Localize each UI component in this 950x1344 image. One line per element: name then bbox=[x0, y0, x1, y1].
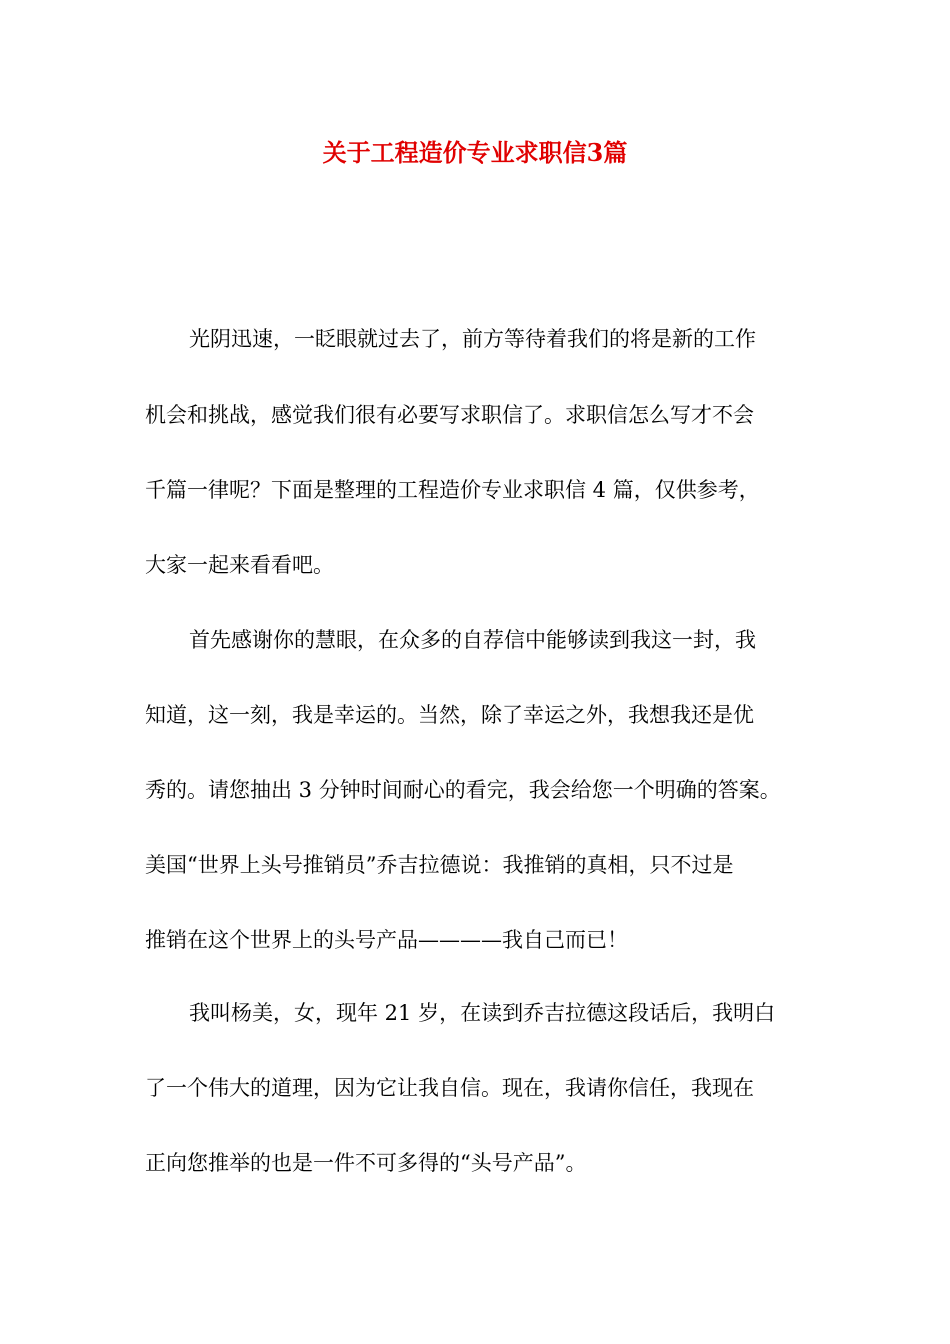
paragraph-2-line-5: 推销在这个世界上的头号产品————我自己而已！ bbox=[145, 928, 628, 952]
paragraph-1-line-1: 光阴迅速，一眨眼就过去了，前方等待着我们的将是新的工作 bbox=[189, 327, 756, 351]
document-title: 关于工程造价专业求职信3篇 bbox=[322, 138, 628, 167]
paragraph-1-line-2: 机会和挑战，感觉我们很有必要写求职信了。求职信怎么写才不会 bbox=[145, 403, 754, 427]
paragraph-2-line-1: 首先感谢你的慧眼，在众多的自荐信中能够读到我这一封，我 bbox=[189, 628, 756, 652]
paragraph-2-line-2: 知道，这一刻，我是幸运的。当然，除了幸运之外，我想我还是优 bbox=[145, 703, 754, 727]
paragraph-2-line-3: 秀的。请您抽出 3 分钟时间耐心的看完，我会给您一个明确的答案。 bbox=[145, 778, 781, 802]
paragraph-3-line-3: 正向您推举的也是一件不可多得的“头号产品”。 bbox=[145, 1151, 587, 1175]
paragraph-2-line-4: 美国“世界上头号推销员”乔吉拉德说：我推销的真相，只不过是 bbox=[145, 853, 734, 877]
paragraph-3-line-1: 我叫杨美，女，现年 21 岁，在读到乔吉拉德这段话后，我明白 bbox=[189, 1001, 776, 1025]
paragraph-1-line-4: 大家一起来看看吧。 bbox=[145, 553, 334, 577]
paragraph-1-line-3: 千篇一律呢？下面是整理的工程造价专业求职信 4 篇，仅供参考， bbox=[145, 478, 760, 502]
paragraph-3-line-2: 了一个伟大的道理，因为它让我自信。现在，我请你信任，我现在 bbox=[145, 1076, 754, 1100]
